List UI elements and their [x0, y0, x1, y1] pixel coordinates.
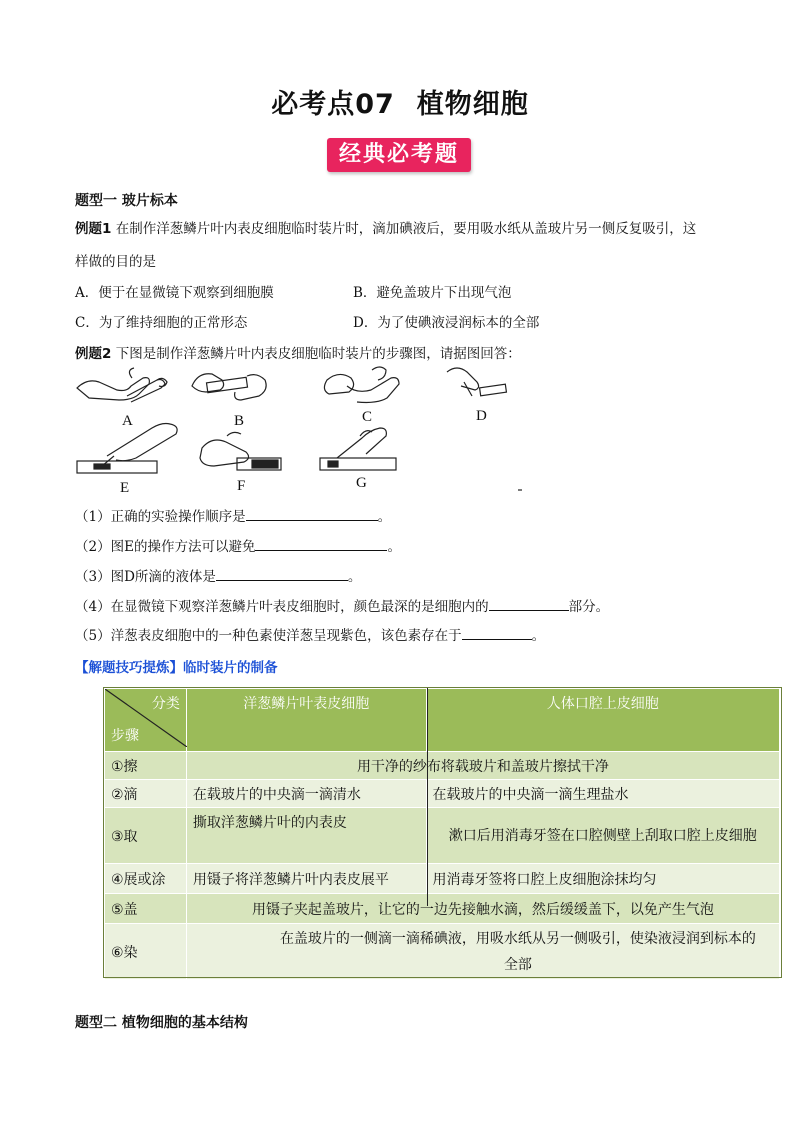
subquestion-2-text: （2）图E的操作方法可以避免 — [75, 539, 256, 555]
subquestion-4 — [75, 596, 609, 617]
figure-label-e: E — [120, 480, 130, 496]
figure-label-d: D — [476, 408, 487, 424]
example2-line — [75, 344, 521, 364]
table-row — [105, 924, 780, 980]
example1-question-line2: 样做的目的是 — [75, 254, 156, 270]
cheek-cell: 在载玻片的中央滴一滴生理盐水 — [426, 780, 779, 808]
tips-heading — [75, 656, 278, 676]
title-part1: 必考点07 — [271, 89, 395, 120]
example2-label: 例题2 — [75, 346, 112, 362]
figure-step-f — [200, 432, 281, 470]
subquestion-2 — [75, 536, 401, 557]
onion-cell: 撕取洋葱鳞片叶的内表皮 — [186, 808, 426, 864]
example1-question-line1: 在制作洋葱鳞片叶内表皮细胞临时装片时，滴加碘液后，要用吸水纸从盖玻片另一侧反复吸引，这 — [115, 221, 697, 237]
figure-label-f: F — [237, 478, 246, 494]
figure-step-g — [320, 428, 396, 470]
subquestion-3-text: （3）图D所滴的液体是 — [75, 569, 216, 585]
cheek-cell: 用消毒牙签将口腔上皮细胞涂抹均匀 — [426, 864, 779, 894]
figure-label-g: G — [356, 475, 367, 491]
option-a: A．便于在显微镜下观察到细胞膜 — [75, 285, 274, 301]
example1-line1 — [75, 219, 735, 239]
procedure-figure — [72, 366, 532, 496]
figure-step-b — [192, 374, 266, 400]
table-divider-line — [427, 688, 428, 906]
onion-cell: 在载玻片的中央滴一滴清水 — [186, 780, 426, 808]
section-banner: 经典必考题 — [327, 138, 471, 172]
figure-label-c: C — [362, 409, 373, 425]
table-row — [105, 780, 780, 808]
subquestion-4-end: 部分。 — [568, 599, 610, 615]
merged-cell: 用干净的纱布将载玻片和盖玻片擦拭干净 — [186, 752, 779, 780]
cheek-cell: 漱口后用消毒牙签在口腔侧壁上刮取口腔上皮细胞 — [426, 808, 779, 864]
corner-bottom-label: 步骤 — [111, 728, 139, 744]
title-part2: 植物细胞 — [416, 89, 529, 120]
figure-step-e — [77, 424, 177, 474]
answer-blank-5[interactable] — [462, 625, 532, 640]
section2-heading: 题型二 植物细胞的基本结构 — [75, 1015, 248, 1031]
example2-question: 下图是制作洋葱鳞片叶内表皮细胞临时装片的步骤图，请据图回答： — [115, 346, 521, 362]
table-header-row — [105, 689, 780, 752]
answer-blank-2[interactable] — [255, 536, 387, 551]
subquestion-5-text: （5）洋葱表皮细胞中的一种色素使洋葱呈现紫色，该色素存在于 — [75, 628, 462, 644]
figure-step-d — [447, 368, 506, 396]
subquestion-3-end: 。 — [347, 569, 362, 585]
subquestion-5 — [75, 625, 545, 646]
example1-label: 例题1 — [75, 221, 112, 237]
subquestion-1 — [75, 506, 391, 527]
subquestion-1-end: 。 — [377, 509, 392, 525]
tips-bracket: 【解题技巧提炼】 — [75, 660, 183, 676]
merged-cell: 在盖玻片的一侧滴一滴稀碘液，用吸水纸从另一侧吸引，使染液浸润到标本的全部 — [186, 924, 779, 980]
step-cell: ②滴 — [105, 780, 187, 808]
table-row — [105, 808, 780, 864]
step-cell: ④展或涂 — [105, 864, 187, 894]
column-header-cheek: 人体口腔上皮细胞 — [426, 689, 779, 752]
tips-title: 临时装片的制备 — [183, 660, 278, 676]
subquestion-4-text: （4）在显微镜下观察洋葱鳞片叶表皮细胞时，颜色最深的是细胞内的 — [75, 599, 489, 615]
subquestion-2-end: 。 — [387, 539, 401, 555]
figure-label-b: B — [234, 413, 245, 429]
step-cell: ⑤盖 — [105, 894, 187, 924]
option-d: D．为了使碘液浸润标本的全部 — [353, 315, 540, 331]
page-title — [0, 82, 800, 121]
table-row — [105, 752, 780, 780]
subquestion-1-text: （1）正确的实验操作顺序是 — [75, 509, 246, 525]
answer-blank-4[interactable] — [489, 596, 569, 611]
subquestion-5-end: 。 — [531, 628, 546, 644]
option-c: C．为了维持细胞的正常形态 — [75, 315, 248, 331]
section1-heading: 题型一 玻片标本 — [75, 193, 178, 209]
figure-step-c — [324, 367, 399, 403]
answer-blank-1[interactable] — [246, 506, 378, 521]
step-cell: ③取 — [105, 808, 187, 864]
figure-label-a: A — [122, 413, 133, 429]
corner-top-label: 分类 — [151, 696, 180, 712]
answer-blank-3[interactable] — [216, 566, 348, 581]
procedure-table — [104, 688, 780, 980]
step-cell: ⑥染 — [105, 924, 187, 980]
table-row — [105, 864, 780, 894]
subquestion-3 — [75, 566, 361, 587]
step-cell: ①擦 — [105, 752, 187, 780]
table-row — [105, 894, 780, 924]
merged-cell: 用镊子夹起盖玻片，让它的一边先接触水滴，然后缓缓盖下，以免产生气泡 — [186, 894, 779, 924]
figure-step-a — [77, 368, 167, 402]
onion-cell: 用镊子将洋葱鳞片叶内表皮展平 — [186, 864, 426, 894]
column-header-onion: 洋葱鳞片叶表皮细胞 — [186, 689, 426, 752]
table-corner-cell — [105, 689, 187, 752]
option-b: B．避免盖玻片下出现气泡 — [353, 285, 512, 301]
